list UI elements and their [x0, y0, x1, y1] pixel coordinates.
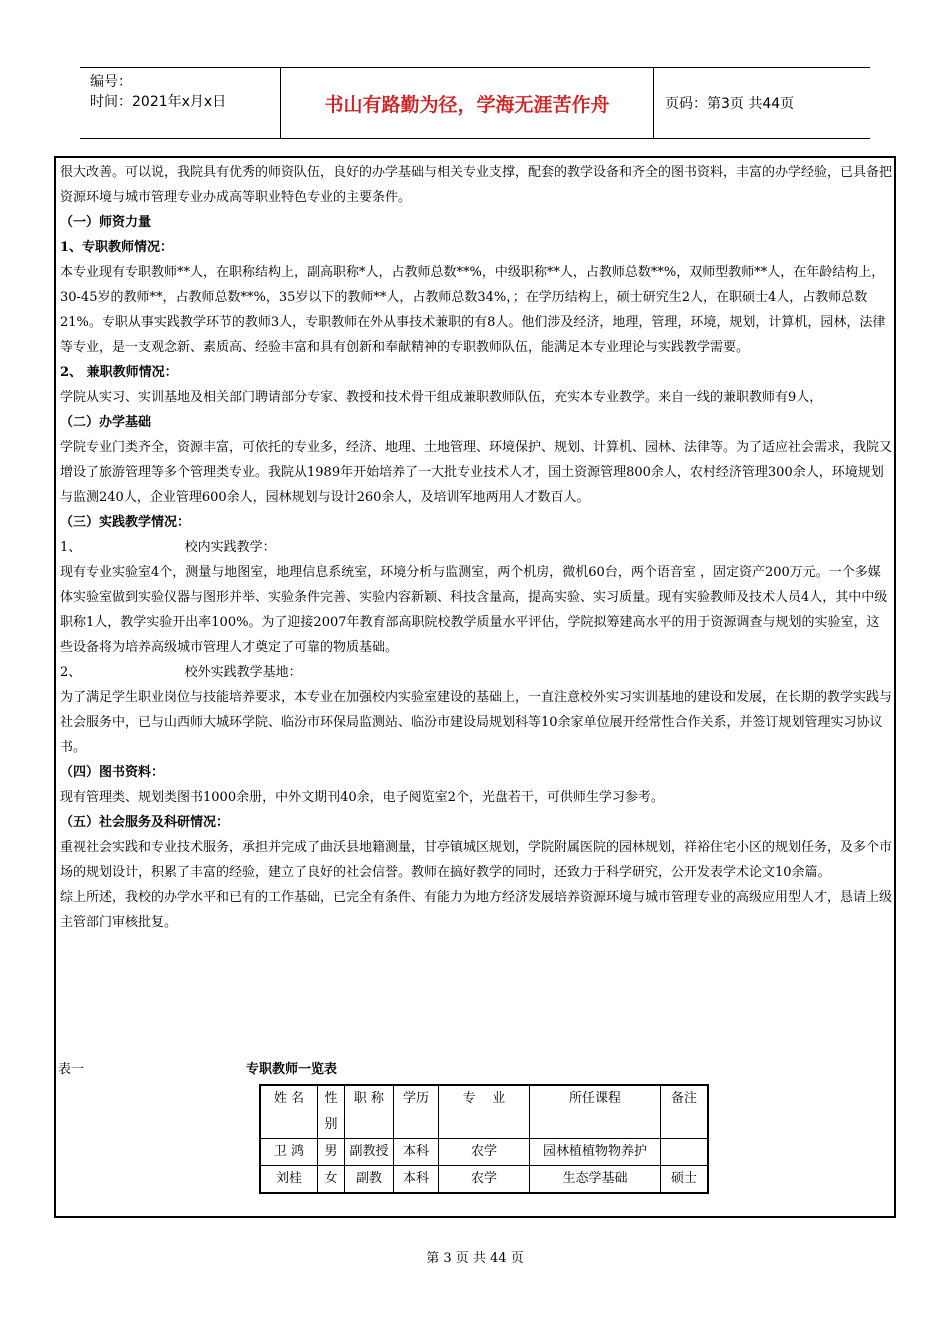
cell-major: 农学	[439, 1166, 530, 1194]
cell-degree: 本科	[394, 1166, 439, 1194]
subsection-heading: 2、 校外实践教学基地：	[60, 665, 302, 680]
header-degree: 学历	[394, 1085, 439, 1139]
header-name: 姓 名	[260, 1085, 318, 1139]
cell-course: 园林植植物物养护	[530, 1139, 661, 1166]
table-row	[260, 1139, 708, 1166]
subsection-heading: 1、专职教师情况：	[60, 240, 174, 255]
table-label: 表一	[58, 1062, 85, 1077]
header-major: 专 业	[439, 1085, 530, 1139]
section-heading: （一）师资力量	[60, 215, 152, 230]
header-meta	[90, 72, 280, 112]
cell-course: 生态学基础	[530, 1166, 661, 1194]
cell-gender: 男	[318, 1139, 345, 1166]
header-gender: 性别	[318, 1085, 345, 1139]
cell-gender: 女	[318, 1166, 345, 1194]
cell-name: 卫 鸿	[260, 1139, 318, 1166]
header-title: 职 称	[345, 1085, 394, 1139]
cell-note: 硕士	[661, 1166, 709, 1194]
cell-title: 副教授	[345, 1139, 394, 1166]
cell-title: 副教	[345, 1166, 394, 1194]
paragraph: 学院专业门类齐全，资源丰富，可依托的专业多，经济、地理、土地管理、环境保护、规划、计算机、园林、法律等。为了适应社会需求，我院又增设了旅游管理等多个管理类专业。我院从1989年开始培养了一大批专业技术人才，国土资源管理800余人，农村经济管理300余人，环境规划与监测240人，企业管理600余人，园林规划与设计260余人，及培训军地两用人才数百人。	[60, 440, 893, 505]
header-divider	[653, 68, 654, 138]
document-body	[60, 160, 892, 935]
page-header	[80, 67, 870, 139]
subsection-heading: 2、 兼职教师情况：	[60, 365, 178, 380]
table-header-row	[260, 1085, 708, 1139]
subsection-heading: 1、 校内实践教学：	[60, 540, 276, 555]
paragraph: 重视社会实践和专业技术服务，承担并完成了曲沃县地籍测量，甘亭镇城区规划，学院附属医院的园林规划，祥裕住宅小区的规划任务，及多个市场的规划设计，积累了丰富的经验，建立了良好的社会信誉。教师在搞好教学的同时，还致力于科学研究，公开发表学术论文10余篇。	[60, 840, 893, 880]
cell-degree: 本科	[394, 1139, 439, 1166]
document-date: 时间：2021年x月x日	[90, 94, 227, 110]
paragraph: 现有管理类、规划类图书1000余册，中外文期刊40余，电子阅览室2个，光盘若干，可供师生学习参考。	[60, 790, 664, 805]
paragraph: 综上所述，我校的办学水平和已有的工作基础，已完全有条件、有能力为地方经济发展培养资源环境与城市管理专业的高级应用型人才，恳请上级主管部门审核批复。	[60, 890, 893, 930]
header-page-number: 页码：第3页 共44页	[665, 96, 795, 112]
section-heading: （二）办学基础	[60, 415, 152, 430]
cell-note	[661, 1139, 709, 1166]
cell-major: 农学	[439, 1139, 530, 1166]
content-box	[54, 156, 896, 1218]
table-row	[260, 1166, 708, 1194]
paragraph: 为了满足学生职业岗位与技能培养要求，本专业在加强校内实验室建设的基础上，一直注意校外实习实训基地的建设和发展，在长期的教学实践与社会服务中，已与山西师大城环学院、临汾市环保局监测站、临汾市建设局规划科等10余家单位展开经常性合作关系，并签订规划管理实习协议书。	[60, 690, 893, 755]
header-course: 所任课程	[530, 1085, 661, 1139]
paragraph: 本专业现有专职教师**人，在职称结构上，副高职称*人，占教师总数**%，中级职称**人，占教师总数**%，双师型教师**人，在年龄结构上，30-45岁的教师**，占教师总数**%，35岁以下的教师**人，占教师总数34%，；在学历结构上，硕士研究生2人，在职硕士4人，占教师总数21%。专职从事实践教学环节的教师3人，专职教师在外从事技术兼职的有8人。他们涉及经济，地理，管理，环境，规划，计算机，园林，法律等专业，是一支观念新、素质高、经验丰富和具有创新和奉献精神的专职教师队伍，能满足本专业理论与实践教学需要。	[60, 265, 886, 355]
section-heading: （四）图书资料：	[60, 765, 165, 780]
document-number: 编号：	[90, 74, 132, 90]
header-note: 备注	[661, 1085, 709, 1139]
cell-name: 刘桂	[260, 1166, 318, 1194]
teacher-table	[259, 1084, 709, 1194]
table-title: 专职教师一览表	[246, 1062, 338, 1077]
section-heading: （五）社会服务及科研情况：	[60, 815, 230, 830]
paragraph: 学院从实习、实训基地及相关部门聘请部分专家、教授和技术骨干组成兼职教师队伍，充实本专业教学。来自一线的兼职教师有9人，	[60, 390, 823, 405]
paragraph: 很大改善。可以说，我院具有优秀的师资队伍，良好的办学基础与相关专业支撑，配套的教学设备和齐全的图书资料，丰富的办学经验，已具备把资源环境与城市管理专业办成高等职业特色专业的主要条件。	[60, 165, 893, 205]
section-heading: （三）实践教学情况：	[60, 515, 191, 530]
page-footer: 第 3 页 共 44 页	[426, 1251, 524, 1266]
paragraph: 现有专业实验室4个，测量与地图室，地理信息系统室，环境分析与监测室，两个机房，微机60台，两个语音室 ，固定资产200万元。一个多媒体实验室做到实验仪器与图形并举、实验条件完善、实验内容新颖、科技含量高，提高实验、实习质量。现有实验教师及技术人员4人，其中中级职称1人，教学实验开出率100%。为了迎接2007年教育部高职院校教学质量水平评估，学院拟筹建高水平的用于资源调查与规划的实验室，这些设备将为培养高级城市管理人才奠定了可靠的物质基础。	[60, 565, 888, 655]
header-slogan: 书山有路勤为径，学海无涯苦作舟	[324, 94, 610, 116]
